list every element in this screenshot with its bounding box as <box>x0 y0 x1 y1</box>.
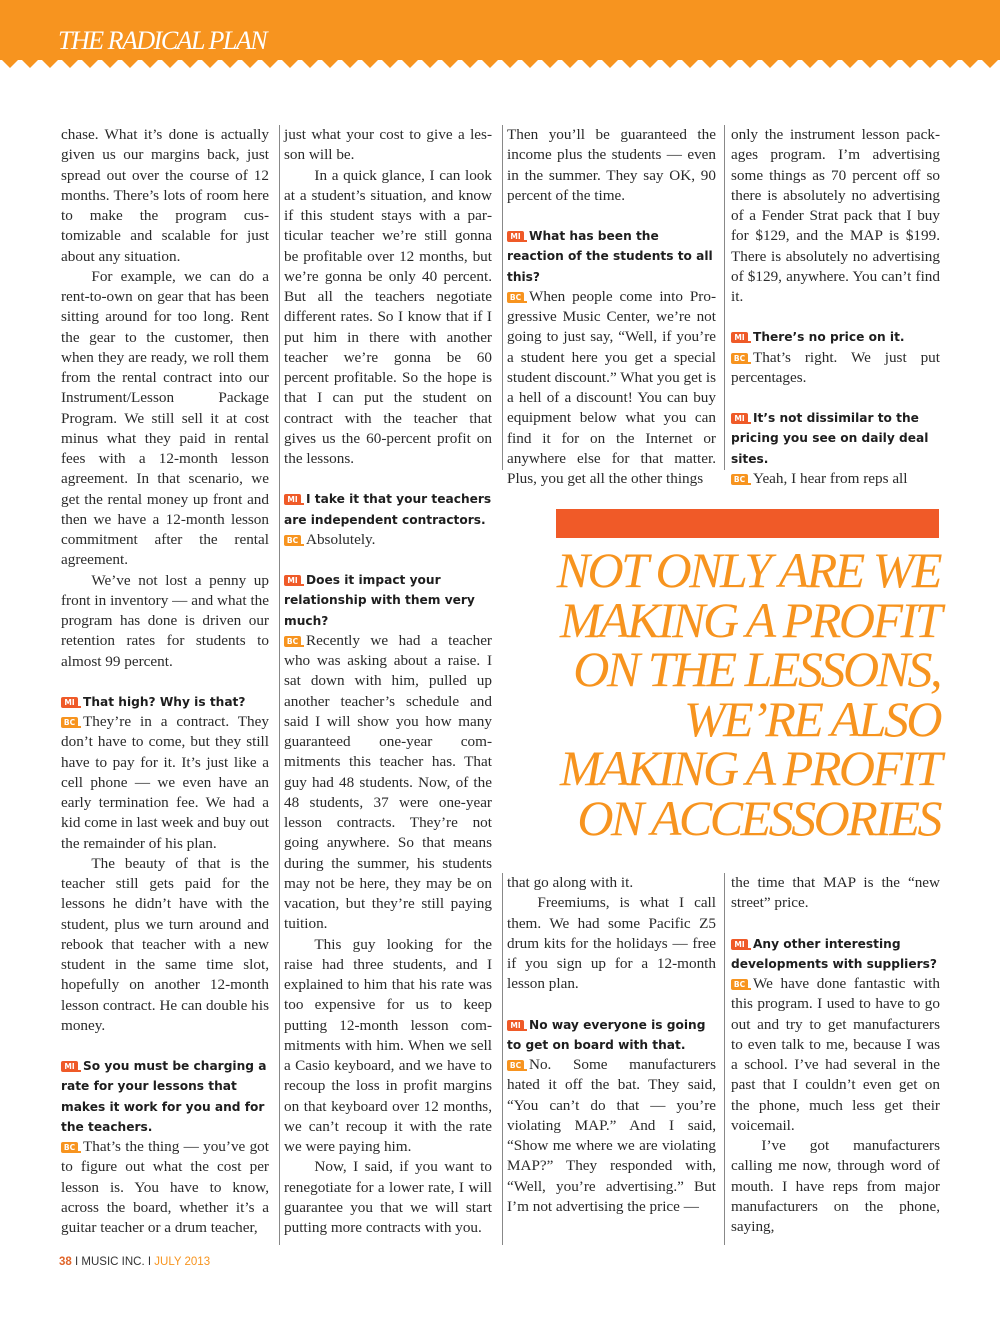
page-footer <box>59 1256 210 1268</box>
interview-answer <box>284 530 492 550</box>
column-rule <box>279 125 280 1245</box>
interviewee-badge-icon: BC <box>731 353 748 364</box>
interviewer-badge-icon: MI <box>731 332 748 343</box>
body-paragraph: In a quick glance, I can look at a student’s situation, and know if this student stays with a particular teacher we’re still gonna be profitable over 12 months, but we’re gonna be only 40 percent. But all the teachers negotiate different rates. So I know that if I put him in there with another teacher we’re gonna be 60 percent profitable. So the hope is that I can put the student on contract with the teacher that gives us the 60-percent profit on the lessons. <box>284 166 492 467</box>
question-text: No way everyone is going to get on board with that. <box>507 1017 706 1052</box>
column-rule <box>724 873 725 1245</box>
pullquote-line: WE’RE ALSO <box>684 690 940 747</box>
interview-question <box>731 408 940 469</box>
interviewer-badge-icon: MI <box>61 1061 78 1072</box>
interview-question <box>731 327 940 347</box>
body-paragraph: Freemiums, is what I call them. We had some Pacific Z5 drum kits for the holidays — free if you sign up for a 12-month lesson plan. <box>507 894 716 993</box>
interviewer-badge-icon: MI <box>61 697 78 708</box>
interview-question <box>507 1015 716 1056</box>
interview-answer <box>284 631 492 935</box>
answer-text: We have done fantastic with this program. I used to have to go out and try to get manufacturers to even talk to me, because I was a school. I’ve had several in the past that I couldn’t even get on the phone, much less get their voicemail. <box>731 975 940 1134</box>
answer-text: Yeah, I hear from reps all <box>753 469 908 487</box>
question-text: Does it impact your relationship with them very much? <box>284 573 475 628</box>
interview-question <box>731 934 940 975</box>
question-text: So you must be charging a rate for your lessons that makes it work for you and for the teachers. <box>61 1059 267 1134</box>
interviewer-badge-icon: MI <box>731 939 748 950</box>
interview-question <box>507 226 716 287</box>
footer-separator: I <box>75 1256 79 1268</box>
article-column-2 <box>284 125 492 1238</box>
question-text: What has been the reaction of the students to all this? <box>507 229 713 284</box>
interviewee-badge-icon: BC <box>507 1060 524 1071</box>
column-rule <box>502 873 503 1245</box>
body-paragraph: Now, I said, if you want to renegotiate for a lower rate, I will guarantee you that we will start putting more contracts with you. <box>284 1158 492 1236</box>
interviewee-badge-icon: BC <box>284 636 301 647</box>
body-paragraph: only the instrument lesson packages program. I’m advertising some things as 70 percent off so there is absolutely no advertising of a Fender Strat pack that I buy for $129, and the MAP is $199. There is absolutely no advertising of $129, anywhere. You can’t find it. <box>731 126 940 305</box>
interview-answer <box>731 348 940 389</box>
interviewee-badge-icon: BC <box>61 1142 78 1153</box>
article-column-4-bottom <box>731 873 940 1237</box>
pullquote-line: MAKING A PROFIT <box>559 591 940 648</box>
body-paragraph: For example, we can do a rent-to-own on gear that has been sitting around for too long. Rent the gear to the customer, then when they are ready, we roll them from the rental contract into our Instrument/Lesson Package Program. We still sell it at cost minus what they paid in rental fees with a 12-month lesson agreement. In that scenario, we get the rental money up front and then we have a 12-month lesson commitment after the rental agreement. <box>61 267 269 569</box>
interviewer-badge-icon: MI <box>284 494 301 505</box>
interview-question <box>61 1056 269 1137</box>
interview-answer <box>61 712 269 854</box>
answer-text: No. Some manufacturers hated it off the bat. They said, “You can’t do that — you’re violating MAP.” And I said, “Show me where we are violating MAP?” They responded with, “Well, you’re advertising.” But I’m not advertising the price — <box>507 1056 716 1215</box>
body-paragraph: just what your cost to give a lesson will be. <box>284 126 492 164</box>
interview-answer <box>61 1137 269 1238</box>
article-column-3-bottom <box>507 873 716 1217</box>
interview-answer <box>507 287 716 490</box>
interview-answer <box>507 1055 716 1217</box>
answer-text: That’s the thing — you’ve got to figure out what the cost per lesson is. You have to know, across the board, whether it’s a guitar teacher or a drum teacher, <box>61 1138 269 1236</box>
column-rule <box>502 125 503 470</box>
body-paragraph: This guy looking for the raise had three students, and I explained to him that his rate was too expensive for us to keep putting 12-month lesson commitments with him. When we sell a Casio keyboard, and we have to recoup the loss in profit margins on that keyboard over 12 months, we can’t recoup it with the rate we were paying him. <box>284 935 492 1155</box>
body-paragraph: that go along with it. <box>507 874 634 891</box>
body-paragraph: the time that MAP is the “new street” price. <box>731 874 940 912</box>
body-paragraph: chase. What it’s done is actually given us our margins back, just spread out over the course of 12 months. There’s lots of room here to make the program customizable and scalable for just about any situation. <box>61 126 269 265</box>
article-column-1 <box>61 125 269 1238</box>
interview-answer <box>731 469 940 489</box>
footer-separator: I <box>147 1256 152 1268</box>
pullquote-accent-bar <box>556 509 939 538</box>
interview-answer <box>731 974 940 1136</box>
interviewer-badge-icon: MI <box>507 231 524 242</box>
pullquote-line: ON THE LESSONS, <box>573 641 940 697</box>
article-column-4-top <box>731 125 940 489</box>
interviewee-badge-icon: BC <box>731 474 748 485</box>
interviewee-badge-icon: BC <box>61 717 78 728</box>
issue-date: JULY 2013 <box>154 1256 211 1268</box>
column-rule <box>724 125 725 470</box>
interviewer-badge-icon: MI <box>731 413 748 424</box>
question-text: Any other interesting developments with suppliers? <box>731 936 937 971</box>
interview-question <box>284 489 492 530</box>
interviewee-badge-icon: BC <box>731 979 748 990</box>
interviewer-badge-icon: MI <box>507 1020 524 1031</box>
body-paragraph: Then you’ll be guaranteed the income plus the students — even in the summer. They say OK, 90 percent of the time. <box>507 126 716 204</box>
interviewee-badge-icon: BC <box>507 292 524 303</box>
pullquote-line: ON ACCESSORIES <box>577 789 940 846</box>
answer-text: Absolutely. <box>306 530 376 548</box>
page-number: 38 <box>59 1256 72 1268</box>
answer-text: Recently we had a teacher who was asking about a raise. I sat down with him, pulled up another teacher’s schedule and said I will show you how many guaranteed one-year commitments this teacher has. That guy had 48 students. Now, of the 48 students, 37 were one-year lesson contracts. They’re not going anywhere. So that means during the summer, his students may not be here, they may be on vacation, but they’re still paying tuition. <box>284 631 492 933</box>
section-title: THE RADICAL PLAN <box>58 26 267 55</box>
body-paragraph: I’ve got manufacturers calling me now, through word of mouth. I have reps from major manufacturers on the phone, saying, <box>731 1137 940 1235</box>
question-text: There’s no price on it. <box>753 330 905 345</box>
interview-question <box>61 692 269 712</box>
interviewee-badge-icon: BC <box>284 535 301 546</box>
body-paragraph: The beauty of that is the teacher still gets paid for the lessons he didn’t have with the student, plus we turn around and rebook that teacher with a new student in the same time slot, hopefully on another 12-month lesson contract. He can double his money. <box>61 854 269 1034</box>
answer-text: That’s right. We just put percentages. <box>731 348 940 386</box>
question-text: That high? Why is that? <box>83 694 246 709</box>
pullquote-line: MAKING A PROFIT <box>559 740 940 796</box>
publication-name: MUSIC INC. <box>81 1256 145 1268</box>
answer-text: When people come into Progressive Music Center, we’re not going to just say, “Well, if you’re a student here you get a special student discount.” What you get is a hell of a discount! You can buy equipment below what you can find it for on the Internet or anywhere else for that matter. Plus, you get all the other things <box>507 287 716 487</box>
header-zigzag-edge <box>0 58 1000 70</box>
interviewer-badge-icon: MI <box>284 575 301 586</box>
interview-question <box>284 570 492 631</box>
answer-text: They’re in a contract. They don’t have to come, but they still have to pay for it. It’s just like a cell phone — we even have an early termination fee. We had a kid come in last week and buy out the remainder of his plan. <box>61 713 269 852</box>
article-column-3-top <box>507 125 716 489</box>
pullquote <box>540 542 940 846</box>
body-paragraph: We’ve not lost a penny up front in inventory — and what the program has done is driven our retention rates for students to almost 99 percent. <box>61 571 269 670</box>
question-text: I take it that your teachers are independent contractors. <box>284 492 492 527</box>
pullquote-line: NOT ONLY ARE WE <box>556 542 940 598</box>
question-text: It’s not dissimilar to the pricing you see on daily deal sites. <box>731 411 929 466</box>
